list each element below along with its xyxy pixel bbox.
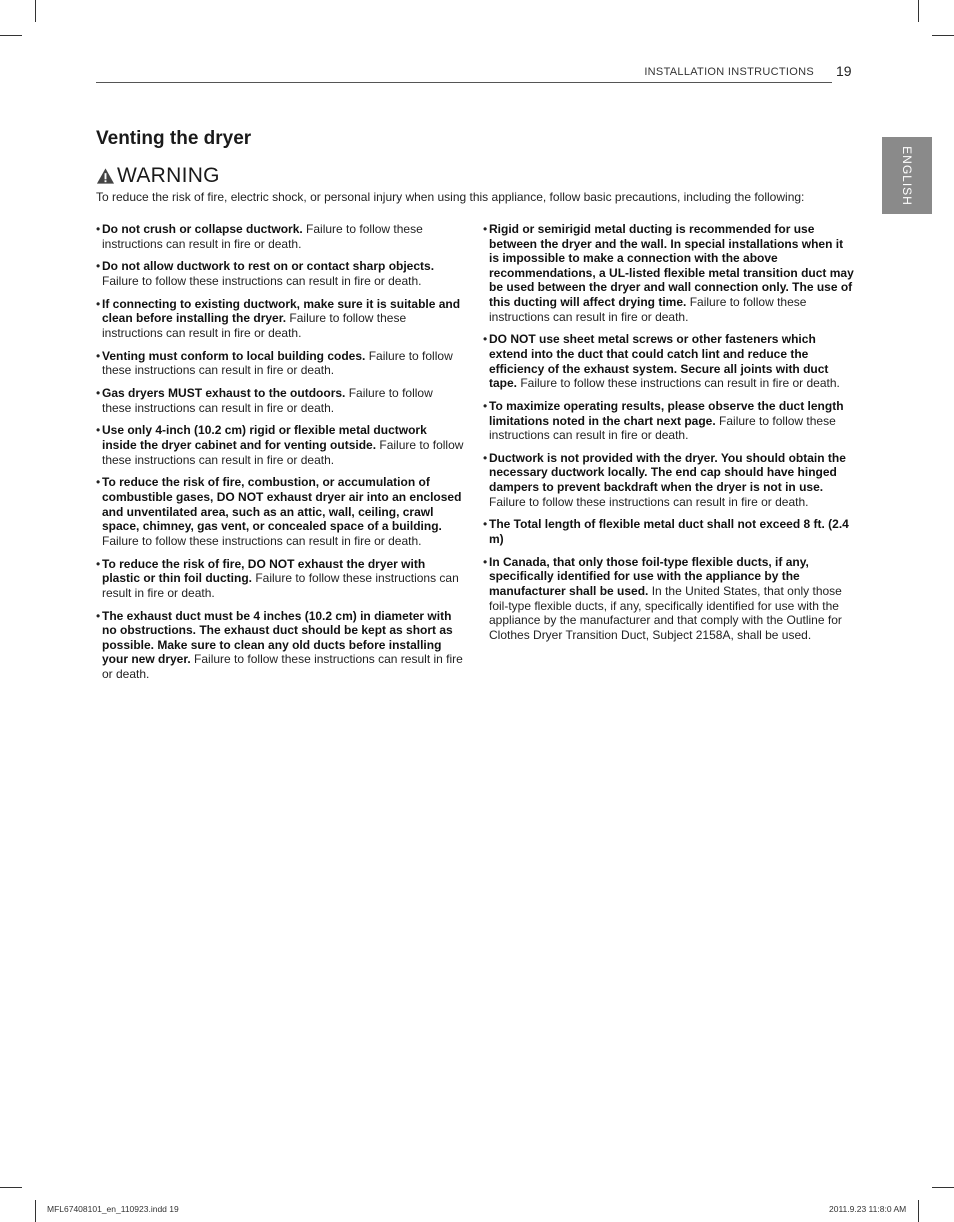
list-item: [483, 555, 855, 643]
list-item: [96, 386, 464, 415]
item-emphasis: To maximize operating results, please observe the duct length limitations noted in the chart next page.: [489, 398, 844, 428]
warning-triangle-icon: [96, 167, 115, 185]
item-emphasis: Rigid or semirigid metal ducting is recommended for use between the dryer and the wall. In special installations when it is impossible to make a connection with the above recommendations, a UL-listed flexible metal transition duct may be used between the dryer and wall connection only. The use of this ducting will affect drying time.: [489, 222, 854, 309]
item-emphasis: To reduce the risk of fire, DO NOT exhaust the dryer with plastic or thin foil ducting.: [102, 556, 426, 586]
crop-mark: [932, 35, 954, 36]
item-emphasis: Venting must conform to local building codes.: [102, 348, 366, 363]
crop-mark: [918, 0, 919, 22]
item-emphasis: To reduce the risk of fire, combustion, or accumulation of combustible gases, DO NOT exhaust dryer air into an enclosed and unventilated area, such as an attic, wall, ceiling, crawl space, chimney, gas vent, or concealed space of a building.: [102, 475, 462, 534]
footer-timestamp: 2011.9.23 11:8:0 AM: [829, 1204, 907, 1214]
footer-file-name: MFL67408101_en_110923.indd 19: [47, 1204, 179, 1214]
item-emphasis: If connecting to existing ductwork, make sure it is suitable and clean before installing the dryer.: [102, 296, 461, 326]
item-emphasis: Gas dryers MUST exhaust to the outdoors.: [102, 386, 346, 401]
item-text: Failure to follow these instructions can result in fire or death.: [102, 571, 459, 600]
bullet-marker: •: [96, 423, 101, 438]
crop-mark: [932, 1187, 954, 1188]
bullet-marker: •: [96, 348, 101, 363]
item-text: Failure to follow these instructions can result in fire or death.: [102, 311, 407, 340]
header-section-title: INSTALLATION INSTRUCTIONS: [644, 66, 814, 78]
crop-mark: [35, 1200, 36, 1222]
warning-label: WARNING: [117, 164, 220, 187]
bullet-marker: •: [483, 554, 488, 569]
item-text: Failure to follow these instructions can result in fire or death.: [102, 533, 422, 548]
right-column-list: [483, 222, 855, 651]
section-title: Venting the dryer: [96, 128, 252, 149]
warning-intro: To reduce the risk of fire, electric shock, or personal injury when using this appliance, follow basic precautions, including the following:: [96, 190, 805, 204]
item-emphasis: The exhaust duct must be 4 inches (10.2 cm) in diameter with no obstructions. The exhaust duct should be kept as short as possible. Make sure to clean any old ducts before installing your new dryer.: [102, 608, 453, 667]
item-text: Failure to follow these instructions can result in fire or death.: [517, 376, 840, 391]
list-item: [96, 222, 464, 251]
bullet-marker: •: [96, 475, 101, 490]
item-text: Failure to follow these instructions can result in fire or death.: [489, 494, 809, 509]
item-text: Failure to follow these instructions can result in fire or death.: [102, 273, 422, 288]
item-text: Failure to follow these instructions can result in fire or death.: [102, 438, 464, 467]
crop-mark: [35, 0, 36, 22]
bullet-marker: •: [483, 332, 488, 347]
item-text: Failure to follow these instructions can result in fire or death.: [102, 348, 453, 378]
bullet-marker: •: [483, 517, 488, 532]
page-number: 19: [836, 63, 852, 79]
bullet-marker: •: [483, 450, 488, 465]
item-emphasis: Do not crush or collapse ductwork.: [102, 222, 303, 236]
bullet-marker: •: [483, 398, 488, 413]
language-tab: [882, 137, 932, 214]
warning-heading: [96, 163, 220, 189]
bullet-marker: •: [96, 222, 101, 236]
item-emphasis: Use only 4-inch (10.2 cm) rigid or flexible metal ductwork inside the dryer cabinet and for venting outside.: [102, 423, 427, 453]
crop-mark: [0, 35, 22, 36]
page-header: [96, 63, 832, 83]
list-item: [96, 259, 464, 288]
list-item: [483, 399, 855, 443]
bullet-marker: •: [96, 386, 101, 401]
item-text: Failure to follow these instructions can result in fire or death.: [489, 294, 807, 324]
list-item: [96, 475, 464, 548]
item-text: Failure to follow these instructions can result in fire or death.: [102, 386, 433, 415]
item-text: Failure to follow these instructions can result in fire or death.: [102, 652, 463, 681]
list-item: [96, 557, 464, 601]
item-text: Failure to follow these instructions can result in fire or death.: [102, 222, 423, 251]
left-column-list: [96, 222, 464, 690]
list-item: [96, 349, 464, 378]
item-emphasis: Do not allow ductwork to rest on or contact sharp objects.: [102, 259, 435, 274]
crop-mark: [918, 1200, 919, 1222]
bullet-marker: •: [96, 608, 101, 623]
item-emphasis: DO NOT use sheet metal screws or other fasteners which extend into the duct that could catch lint and reduce the efficiency of the exhaust system. Secure all joints with duct tape.: [489, 332, 829, 391]
list-item: [96, 609, 464, 682]
bullet-marker: •: [96, 259, 101, 274]
language-tab-label: ENGLISH: [900, 145, 914, 206]
item-emphasis: The Total length of flexible metal duct shall not exceed 8 ft. (2.4 m): [489, 517, 849, 547]
list-item: [96, 423, 464, 467]
list-item: [483, 332, 855, 390]
item-text: Failure to follow these instructions can result in fire or death.: [489, 413, 836, 443]
bullet-marker: •: [96, 296, 101, 311]
item-emphasis: Ductwork is not provided with the dryer. You should obtain the necessary ductwork locally. The end cap should have hinged dampers to prevent backdraft when the dryer is not in use.: [489, 450, 846, 495]
list-item: [483, 451, 855, 509]
list-item: [96, 297, 464, 341]
bullet-marker: •: [483, 222, 488, 236]
list-item: [483, 222, 855, 324]
list-item: [483, 517, 855, 546]
crop-mark: [0, 1187, 22, 1188]
item-emphasis: In Canada, that only those foil-type flexible ducts, if any, specifically identified for use with the appliance by the manufacturer shall be used.: [489, 554, 809, 598]
bullet-marker: •: [96, 556, 101, 571]
item-text: In the United States, that only those foil-type flexible ducts, if any, specifically identified for use with the appliance by the manufacturer and that comply with the Outline for Clothes Dryer Transition Duct, Subject 2158A, shall be used.: [489, 584, 842, 642]
